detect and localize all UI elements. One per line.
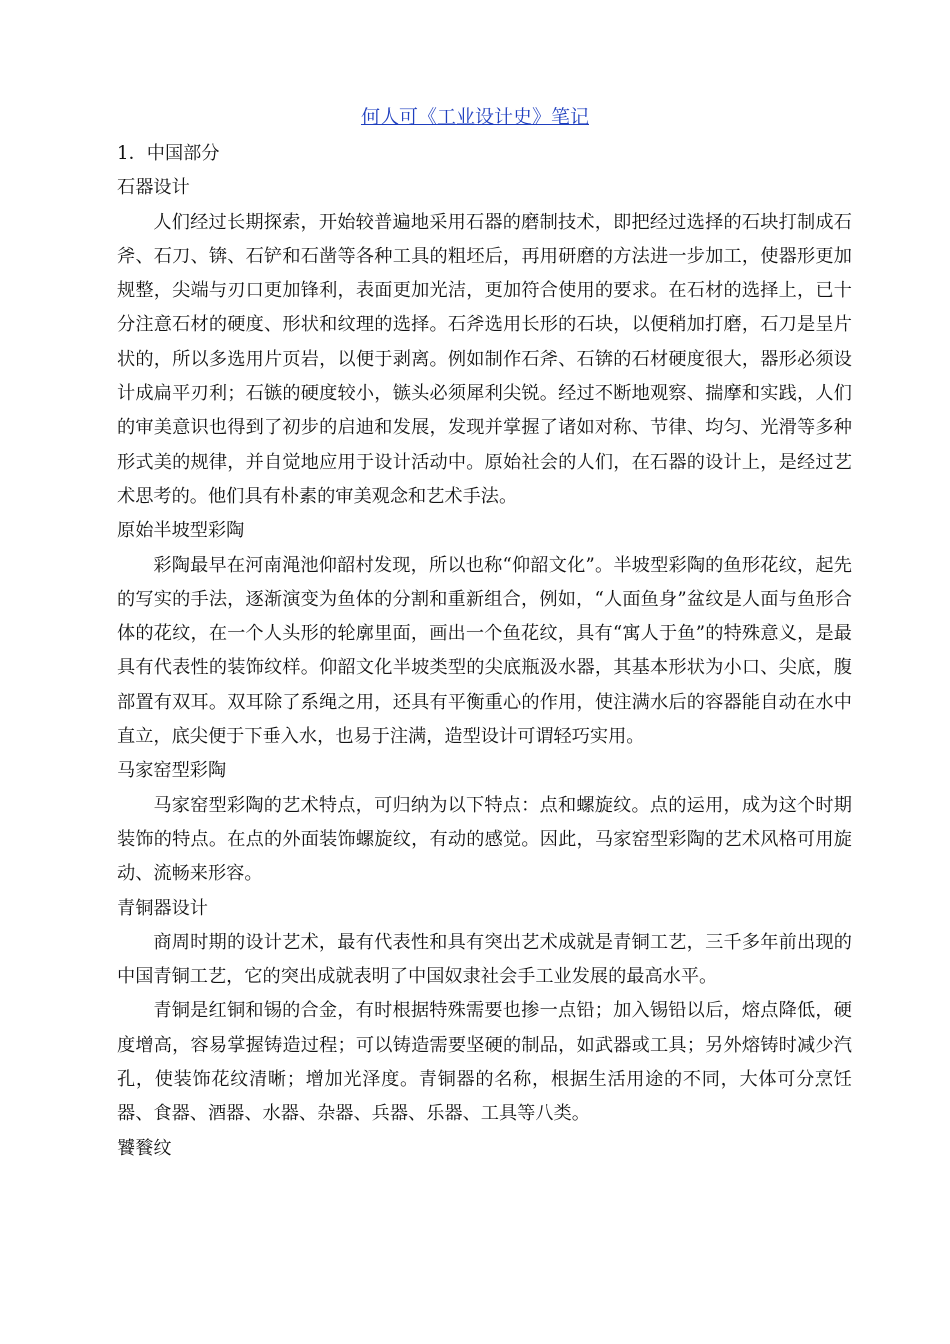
- paragraph-banpo-pottery: 彩陶最早在河南渑池仰韶村发现，所以也称“仰韶文化”。半坡型彩陶的鱼形花纹，起先的写实的手法，逐渐演变为鱼体的分割和重新组合，例如，“人面鱼身”盆纹是人面与鱼形合体的花纹，在一个人头形的轮廓里面，画出一个鱼花纹，具有“寓人于鱼”的特殊意义，是最具有代表性的装饰纹样。仰韶文化半坡类型的尖底瓶汲水器，其基本形状为小口、尖底，腹部置有双耳。双耳除了系绳之用，还具有平衡重心的作用，使注满水后的容器能自动在水中直立，底尖便于下垂入水，也易于注满，造型设计可谓轻巧实用。: [117, 554, 852, 748]
- section-heading-banpo-pottery: 原始半坡型彩陶: [117, 520, 245, 542]
- section-heading-bronze: 青铜器设计: [117, 897, 208, 919]
- section-heading-china: 1．中国部分: [117, 143, 220, 164]
- document-title: [0, 103, 950, 131]
- document-body: [117, 137, 852, 1166]
- section-heading-taotie: 饕餮纹: [117, 1137, 172, 1159]
- paragraph-bronze-2: 青铜是红铜和锡的合金，有时根据特殊需要也掺一点铅；加入锡铅以后，熔点降低，硬度增高，容易掌握铸造过程；可以铸造需要坚硬的制品，如武器或工具；另外熔铸时减少汽孔，使装饰花纹清晰；增加光泽度。青铜器的名称，根据生活用途的不同，大体可分烹饪器、食器、酒器、水器、杂器、兵器、乐器、工具等八类。: [117, 1000, 852, 1125]
- paragraph-stone-tools: 人们经过长期探索，开始较普遍地采用石器的磨制技术，即把经过选择的石块打制成石斧、石刀、锛、石铲和石凿等各种工具的粗坯后，再用研磨的方法进一步加工，使器形更加规整，尖端与刃口更加锋利，表面更加光洁，更加符合使用的要求。在石材的选择上，已十分注意石材的硬度、形状和纹理的选择。石斧选用长形的石块，以便稍加打磨，石刀是呈片状的，所以多选用片页岩，以便于剥离。例如制作石斧、石锛的石材硬度很大，器形必须设计成扁平刃利；石镞的硬度较小，镞头必须犀利尖锐。经过不断地观察、揣摩和实践，人们的审美意识也得到了初步的启迪和发展，发现并掌握了诸如对称、节律、均匀、光滑等多种形式美的规律，并自觉地应用于设计活动中。原始社会的人们，在石器的设计上，是经过艺术思考的。他们具有朴素的审美观念和艺术手法。: [117, 211, 852, 507]
- section-heading-majiayao-pottery: 马家窑型彩陶: [117, 760, 227, 782]
- section-heading-stone-tools: 石器设计: [117, 177, 190, 199]
- paragraph-majiayao-pottery: 马家窑型彩陶的艺术特点，可归纳为以下特点：点和螺旋纹。点的运用，成为这个时期装饰的特点。在点的外面装饰螺旋纹，有动的感觉。因此，马家窑型彩陶的艺术风格可用旋动、流畅来形容。: [117, 794, 852, 885]
- paragraph-bronze-1: 商周时期的设计艺术，最有代表性和具有突出艺术成就是青铜工艺，三千多年前出现的中国青铜工艺，它的突出成就表明了中国奴隶社会手工业发展的最高水平。: [117, 931, 852, 988]
- document-title-link[interactable]: 何人可《工业设计史》笔记: [360, 106, 589, 128]
